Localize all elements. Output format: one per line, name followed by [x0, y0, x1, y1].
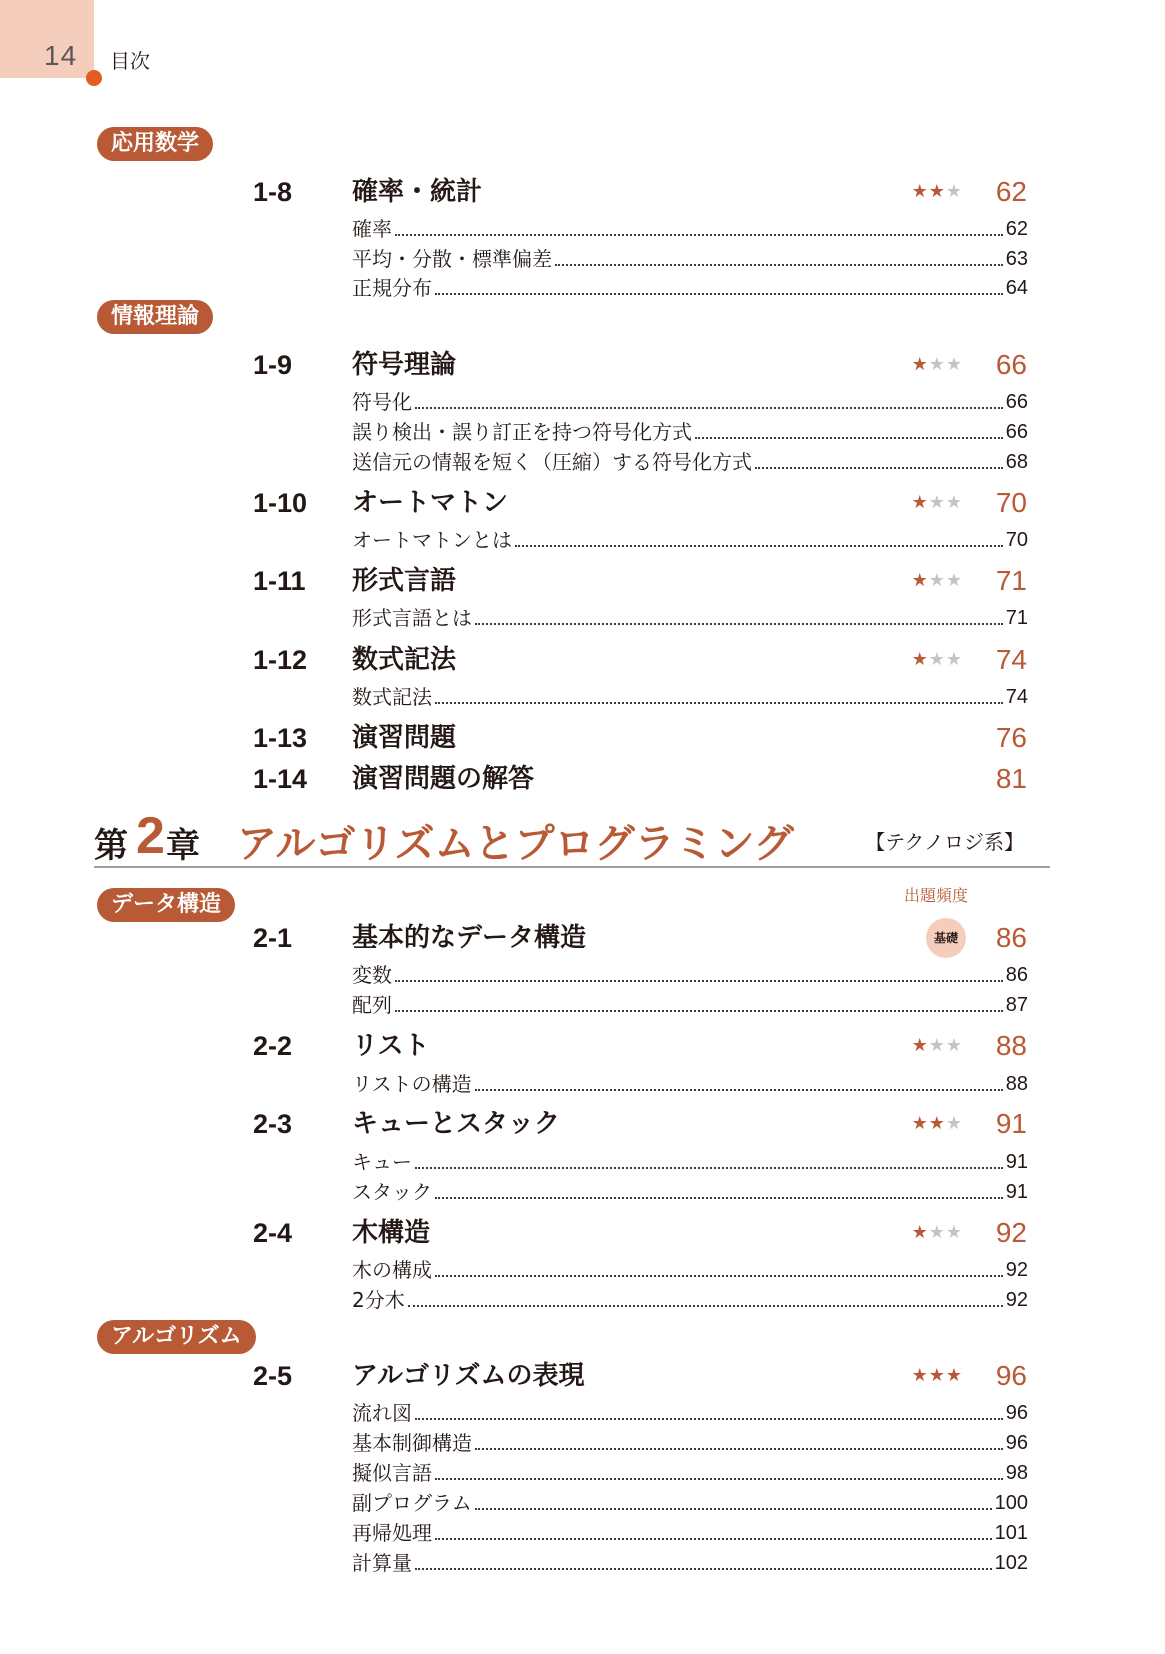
- entry-page-number: 92: [1005, 1289, 1028, 1311]
- entry-page-number: 96: [1005, 1402, 1028, 1424]
- toc-entry[interactable]: [352, 388, 1028, 416]
- dot-leader: [435, 1538, 992, 1540]
- toc-section[interactable]: [253, 1026, 1027, 1066]
- star-icon: ★: [911, 492, 929, 513]
- dot-leader: [435, 1197, 1003, 1199]
- toc-section[interactable]: [253, 1213, 1027, 1253]
- entry-page-number: 66: [1005, 391, 1028, 413]
- section-title[interactable]: 数式記法: [352, 645, 457, 675]
- frequency-stars: [912, 561, 963, 601]
- star-icon: ★: [945, 1035, 963, 1056]
- star-icon: ★: [945, 354, 963, 375]
- frequency-label: 出題頻度: [904, 886, 969, 905]
- dot-leader: [475, 1089, 1003, 1091]
- section-page-number: 88: [995, 1030, 1027, 1061]
- star-icon: ★: [945, 1365, 963, 1386]
- entry-page-number: 64: [1005, 277, 1028, 299]
- section-title[interactable]: 木構造: [352, 1218, 431, 1248]
- chapter-suffix: 章: [166, 826, 200, 866]
- star-icon: ★: [928, 1035, 946, 1056]
- section-number: 2-3: [253, 1109, 293, 1139]
- frequency-stars: [912, 1104, 963, 1144]
- star-icon: ★: [928, 1222, 946, 1243]
- dot-leader: [475, 1508, 992, 1510]
- toc-entry[interactable]: [352, 1286, 1028, 1314]
- toc-section[interactable]: [253, 759, 1027, 799]
- star-icon: ★: [911, 1035, 929, 1056]
- toc-section[interactable]: [253, 1104, 1027, 1144]
- frequency-stars: [912, 483, 963, 523]
- toc-section[interactable]: [253, 640, 1027, 680]
- toc-section[interactable]: [253, 718, 1027, 758]
- entry-page-number: 70: [1005, 529, 1028, 551]
- toc-section[interactable]: [253, 1356, 1027, 1396]
- entry-label: 基本制御構造: [352, 1431, 472, 1455]
- star-icon: ★: [911, 1365, 929, 1386]
- star-icon: ★: [911, 1222, 929, 1243]
- toc-entry[interactable]: [352, 1178, 1028, 1206]
- category-algorithm[interactable]: アルゴリズム: [97, 1320, 256, 1354]
- section-number: 1-10: [253, 488, 308, 518]
- dot-leader: [435, 702, 1003, 704]
- entry-label: 木の構成: [352, 1258, 432, 1282]
- toc-section[interactable]: [253, 172, 1027, 212]
- entry-label: 誤り検出・誤り訂正を持つ符号化方式: [352, 420, 692, 444]
- toc-section[interactable]: [253, 483, 1027, 523]
- entry-page-number: 74: [1005, 686, 1028, 708]
- dot-leader: [435, 1275, 1003, 1277]
- star-icon: ★: [911, 570, 929, 591]
- entry-label: 変数: [352, 963, 392, 987]
- entry-page-number: 63: [1005, 248, 1028, 270]
- star-icon: ★: [911, 181, 929, 202]
- section-title[interactable]: リスト: [352, 1031, 430, 1061]
- section-page-number: 66: [995, 349, 1027, 380]
- toc-entry[interactable]: [352, 418, 1028, 446]
- section-page-number: 76: [995, 722, 1027, 753]
- dot-leader: [435, 293, 1003, 295]
- section-page-number: 62: [995, 176, 1027, 207]
- category-data-structure[interactable]: データ構造: [97, 888, 235, 922]
- entry-label: リストの構造: [352, 1072, 472, 1096]
- star-icon: ★: [928, 649, 946, 670]
- dot-leader: [695, 437, 1003, 439]
- dot-leader: [755, 467, 1003, 469]
- section-number: 1-11: [253, 566, 306, 596]
- section-number: 1-14: [253, 764, 308, 794]
- section-number: 2-5: [253, 1361, 293, 1391]
- entry-label: 配列: [352, 993, 392, 1017]
- star-icon: ★: [945, 1222, 963, 1243]
- entry-label: 再帰処理: [352, 1521, 432, 1545]
- page-number: 14: [44, 40, 78, 71]
- toc-entry[interactable]: [352, 1070, 1028, 1098]
- entry-label: 計算量: [352, 1551, 412, 1575]
- entry-page-number: 96: [1005, 1432, 1028, 1454]
- entry-page-number: 100: [994, 1492, 1028, 1514]
- entry-page-number: 102: [994, 1552, 1028, 1574]
- section-title[interactable]: 確率・統計: [352, 177, 483, 207]
- dot-leader: [475, 1448, 1003, 1450]
- entry-label: 2分木: [352, 1288, 405, 1312]
- toc-entry[interactable]: [352, 1459, 1028, 1487]
- section-page-number: 81: [995, 763, 1027, 794]
- dot-leader: [415, 1167, 1003, 1169]
- star-icon: ★: [928, 492, 946, 513]
- star-icon: ★: [911, 649, 929, 670]
- star-icon: ★: [945, 492, 963, 513]
- frequency-stars: [912, 172, 963, 212]
- toc-entry[interactable]: [352, 1399, 1028, 1427]
- entry-page-number: 68: [1005, 451, 1028, 473]
- entry-page-number: 92: [1005, 1259, 1028, 1281]
- entry-label: 形式言語とは: [352, 606, 472, 630]
- entry-page-number: 71: [1005, 607, 1028, 629]
- entry-page-number: 62: [1005, 218, 1028, 240]
- toc-entry[interactable]: [352, 1429, 1028, 1457]
- section-title[interactable]: キューとスタック: [352, 1109, 561, 1139]
- section-page-number: 71: [995, 565, 1027, 596]
- star-icon: ★: [945, 181, 963, 202]
- section-number: 1-9: [253, 350, 293, 380]
- star-icon: ★: [911, 354, 929, 375]
- category-info-theory[interactable]: 情報理論: [97, 300, 213, 334]
- section-page-number: 74: [995, 644, 1027, 675]
- section-number: 2-2: [253, 1031, 293, 1061]
- section-page-number: 92: [995, 1217, 1027, 1248]
- dot-leader: [435, 1478, 1003, 1480]
- frequency-stars: [912, 1026, 963, 1066]
- star-icon: ★: [945, 570, 963, 591]
- category-applied-math[interactable]: 応用数学: [97, 127, 213, 161]
- dot-leader: [415, 1568, 992, 1570]
- section-number: 1-12: [253, 645, 308, 675]
- entry-label: キュー: [352, 1150, 412, 1174]
- toc-entry[interactable]: [352, 961, 1028, 989]
- section-title[interactable]: オートマトン: [352, 488, 509, 518]
- frequency-stars: [912, 1356, 963, 1396]
- entry-label: 正規分布: [352, 276, 432, 300]
- section-page-number: 96: [995, 1360, 1027, 1391]
- section-title[interactable]: 形式言語: [352, 566, 457, 596]
- entry-page-number: 86: [1005, 964, 1028, 986]
- entry-label: 符号化: [352, 390, 412, 414]
- toc-entry[interactable]: [352, 604, 1028, 632]
- star-icon: ★: [928, 181, 946, 202]
- section-title[interactable]: アルゴリズムの表現: [352, 1361, 585, 1391]
- section-title[interactable]: 演習問題の解答: [352, 764, 535, 794]
- toc-section[interactable]: [253, 561, 1027, 601]
- entry-page-number: 88: [1005, 1073, 1028, 1095]
- entry-page-number: 98: [1005, 1462, 1028, 1484]
- frequency-stars: [912, 1213, 963, 1253]
- toc-section[interactable]: [253, 345, 1027, 385]
- entry-label: 流れ図: [352, 1401, 412, 1425]
- section-number: 1-8: [253, 177, 293, 207]
- section-page-number: 86: [995, 922, 1027, 953]
- dot-leader: [408, 1305, 1003, 1307]
- toc-entry[interactable]: [352, 274, 1028, 302]
- toc-section[interactable]: [253, 918, 1027, 958]
- toc-entry[interactable]: [352, 1148, 1028, 1176]
- dot-leader: [555, 264, 1003, 266]
- star-icon: ★: [911, 1113, 929, 1134]
- dot-leader: [395, 980, 1003, 982]
- entry-page-number: 66: [1005, 421, 1028, 443]
- chapter-subtitle: 【テクノロジ系】: [865, 830, 1024, 854]
- star-icon: ★: [928, 1365, 946, 1386]
- dot-leader: [395, 234, 1003, 236]
- section-page-number: 91: [995, 1108, 1027, 1139]
- section-number: 2-4: [253, 1218, 293, 1248]
- entry-label: 送信元の情報を短く（圧縮）する符号化方式: [352, 450, 752, 474]
- toc-entry[interactable]: [352, 1489, 1028, 1517]
- entry-page-number: 91: [1005, 1151, 1028, 1173]
- entry-label: オートマトンとは: [352, 528, 512, 552]
- entry-label: 数式記法: [352, 685, 432, 709]
- chapter-number: 2: [136, 807, 165, 865]
- star-icon: ★: [945, 649, 963, 670]
- dot-leader: [475, 623, 1003, 625]
- toc-entry[interactable]: [352, 1256, 1028, 1284]
- toc-entry[interactable]: [352, 991, 1028, 1019]
- toc-entry[interactable]: [352, 526, 1028, 554]
- entry-label: スタック: [352, 1180, 432, 1204]
- star-icon: ★: [928, 354, 946, 375]
- toc-entry[interactable]: [352, 683, 1028, 711]
- frequency-stars: [912, 640, 963, 680]
- chapter-divider: [94, 866, 1050, 868]
- chapter-heading: [94, 808, 1024, 868]
- orange-dot-icon: [86, 70, 102, 86]
- dot-leader: [515, 545, 1003, 547]
- entry-label: 擬似言語: [352, 1461, 432, 1485]
- star-icon: ★: [945, 1113, 963, 1134]
- dot-leader: [415, 407, 1003, 409]
- toc-entry[interactable]: [352, 448, 1028, 476]
- star-icon: ★: [928, 1113, 946, 1134]
- section-number: 2-1: [253, 923, 293, 953]
- section-title[interactable]: 基本的なデータ構造: [352, 923, 587, 953]
- header-title: 目次: [110, 49, 150, 73]
- toc-entry[interactable]: [352, 1549, 1028, 1577]
- toc-entry[interactable]: [352, 215, 1028, 243]
- entry-page-number: 101: [994, 1522, 1028, 1544]
- entry-page-number: 91: [1005, 1181, 1028, 1203]
- dot-leader: [415, 1418, 1003, 1420]
- entry-label: 平均・分散・標準偏差: [352, 247, 552, 271]
- toc-entry[interactable]: [352, 1519, 1028, 1547]
- toc-entry[interactable]: [352, 245, 1028, 273]
- section-number: 1-13: [253, 723, 308, 753]
- entry-label: 副プログラム: [352, 1491, 472, 1515]
- section-title[interactable]: 符号理論: [352, 350, 457, 380]
- chapter-prefix: 第: [94, 826, 128, 866]
- entry-page-number: 87: [1005, 994, 1028, 1016]
- dot-leader: [395, 1010, 1003, 1012]
- section-page-number: 70: [995, 487, 1027, 518]
- entry-label: 確率: [352, 217, 392, 241]
- star-icon: ★: [928, 570, 946, 591]
- basic-badge: 基礎: [926, 918, 966, 958]
- chapter-title[interactable]: アルゴリズムとプログラミング: [237, 821, 794, 867]
- frequency-stars: [912, 345, 963, 385]
- section-title[interactable]: 演習問題: [352, 723, 457, 753]
